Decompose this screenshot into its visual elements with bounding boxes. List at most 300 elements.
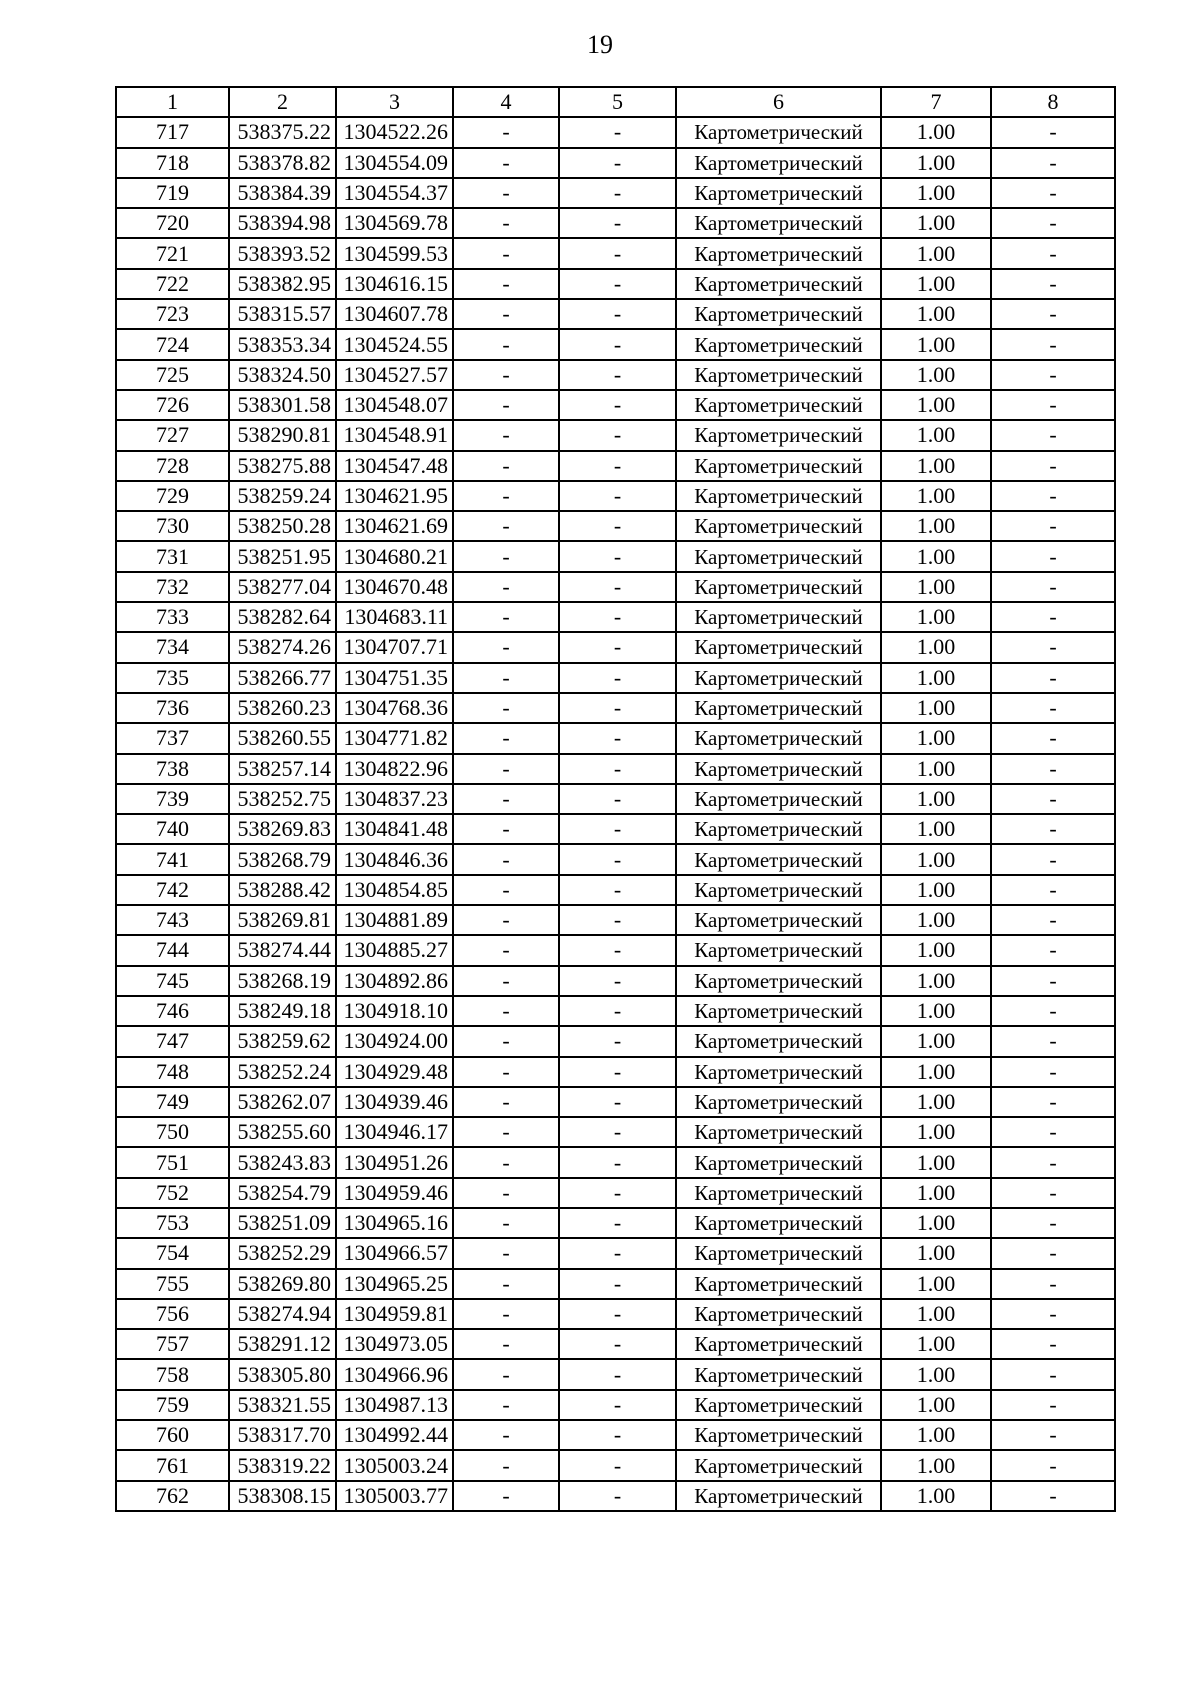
point-number-cell: 731 xyxy=(116,541,229,571)
col8-cell: - xyxy=(991,1329,1115,1359)
col8-cell: - xyxy=(991,1208,1115,1238)
accuracy-cell: 1.00 xyxy=(881,966,991,996)
col4-cell: - xyxy=(453,481,559,511)
col5-cell: - xyxy=(559,966,676,996)
method-cell: Картометрический xyxy=(676,208,881,238)
method-cell: Картометрический xyxy=(676,1269,881,1299)
table-row xyxy=(116,269,1115,299)
point-number-cell: 719 xyxy=(116,178,229,208)
table-row xyxy=(116,420,1115,450)
col4-cell: - xyxy=(453,784,559,814)
x-coordinate-cell: 538266.77 xyxy=(229,663,336,693)
col8-cell: - xyxy=(991,148,1115,178)
x-coordinate-cell: 538308.15 xyxy=(229,1481,336,1511)
col4-cell: - xyxy=(453,1420,559,1450)
point-number-cell: 735 xyxy=(116,663,229,693)
x-coordinate-cell: 538393.52 xyxy=(229,238,336,268)
col4-cell: - xyxy=(453,269,559,299)
col8-cell: - xyxy=(991,1238,1115,1268)
col8-cell: - xyxy=(991,996,1115,1026)
accuracy-cell: 1.00 xyxy=(881,1390,991,1420)
col8-cell: - xyxy=(991,1147,1115,1177)
table-row xyxy=(116,844,1115,874)
method-cell: Картометрический xyxy=(676,935,881,965)
col4-cell: - xyxy=(453,329,559,359)
table-row xyxy=(116,905,1115,935)
method-cell: Картометрический xyxy=(676,1087,881,1117)
accuracy-cell: 1.00 xyxy=(881,572,991,602)
table-row xyxy=(116,1178,1115,1208)
point-number-cell: 761 xyxy=(116,1450,229,1480)
y-coordinate-cell: 1304959.46 xyxy=(336,1178,453,1208)
col4-cell: - xyxy=(453,905,559,935)
x-coordinate-cell: 538269.83 xyxy=(229,814,336,844)
accuracy-cell: 1.00 xyxy=(881,299,991,329)
point-number-cell: 723 xyxy=(116,299,229,329)
method-cell: Картометрический xyxy=(676,1147,881,1177)
col5-cell: - xyxy=(559,602,676,632)
y-coordinate-cell: 1304670.48 xyxy=(336,572,453,602)
x-coordinate-cell: 538378.82 xyxy=(229,148,336,178)
header-cell: 6 xyxy=(676,87,881,117)
col4-cell: - xyxy=(453,1299,559,1329)
x-coordinate-cell: 538394.98 xyxy=(229,208,336,238)
header-cell: 4 xyxy=(453,87,559,117)
col4-cell: - xyxy=(453,966,559,996)
table-row xyxy=(116,663,1115,693)
col5-cell: - xyxy=(559,1450,676,1480)
accuracy-cell: 1.00 xyxy=(881,935,991,965)
coordinates-table xyxy=(115,86,1116,1512)
y-coordinate-cell: 1304924.00 xyxy=(336,1026,453,1056)
col4-cell: - xyxy=(453,390,559,420)
table-row xyxy=(116,1269,1115,1299)
col8-cell: - xyxy=(991,511,1115,541)
point-number-cell: 753 xyxy=(116,1208,229,1238)
col4-cell: - xyxy=(453,1481,559,1511)
table-body xyxy=(116,117,1115,1511)
point-number-cell: 742 xyxy=(116,875,229,905)
col8-cell: - xyxy=(991,1450,1115,1480)
point-number-cell: 717 xyxy=(116,117,229,147)
x-coordinate-cell: 538251.95 xyxy=(229,541,336,571)
table-row xyxy=(116,329,1115,359)
x-coordinate-cell: 538252.75 xyxy=(229,784,336,814)
x-coordinate-cell: 538252.24 xyxy=(229,1057,336,1087)
x-coordinate-cell: 538274.44 xyxy=(229,935,336,965)
x-coordinate-cell: 538321.55 xyxy=(229,1390,336,1420)
y-coordinate-cell: 1304966.96 xyxy=(336,1359,453,1389)
x-coordinate-cell: 538274.94 xyxy=(229,1299,336,1329)
x-coordinate-cell: 538324.50 xyxy=(229,360,336,390)
accuracy-cell: 1.00 xyxy=(881,1178,991,1208)
col4-cell: - xyxy=(453,754,559,784)
col8-cell: - xyxy=(991,1420,1115,1450)
table-row xyxy=(116,1026,1115,1056)
table-row xyxy=(116,1450,1115,1480)
y-coordinate-cell: 1304683.11 xyxy=(336,602,453,632)
x-coordinate-cell: 538353.34 xyxy=(229,329,336,359)
y-coordinate-cell: 1304837.23 xyxy=(336,784,453,814)
col5-cell: - xyxy=(559,572,676,602)
method-cell: Картометрический xyxy=(676,754,881,784)
table-row xyxy=(116,1087,1115,1117)
accuracy-cell: 1.00 xyxy=(881,814,991,844)
point-number-cell: 721 xyxy=(116,238,229,268)
x-coordinate-cell: 538260.55 xyxy=(229,723,336,753)
col8-cell: - xyxy=(991,1026,1115,1056)
accuracy-cell: 1.00 xyxy=(881,754,991,784)
col4-cell: - xyxy=(453,844,559,874)
table-row xyxy=(116,1117,1115,1147)
x-coordinate-cell: 538252.29 xyxy=(229,1238,336,1268)
y-coordinate-cell: 1304987.13 xyxy=(336,1390,453,1420)
y-coordinate-cell: 1304548.91 xyxy=(336,420,453,450)
col5-cell: - xyxy=(559,935,676,965)
point-number-cell: 760 xyxy=(116,1420,229,1450)
header-cell: 2 xyxy=(229,87,336,117)
accuracy-cell: 1.00 xyxy=(881,208,991,238)
method-cell: Картометрический xyxy=(676,1208,881,1238)
point-number-cell: 739 xyxy=(116,784,229,814)
method-cell: Картометрический xyxy=(676,299,881,329)
table-row xyxy=(116,966,1115,996)
col4-cell: - xyxy=(453,1359,559,1389)
col5-cell: - xyxy=(559,844,676,874)
point-number-cell: 746 xyxy=(116,996,229,1026)
col8-cell: - xyxy=(991,1117,1115,1147)
point-number-cell: 727 xyxy=(116,420,229,450)
y-coordinate-cell: 1304918.10 xyxy=(336,996,453,1026)
method-cell: Картометрический xyxy=(676,905,881,935)
table-row xyxy=(116,814,1115,844)
table-row xyxy=(116,451,1115,481)
point-number-cell: 752 xyxy=(116,1178,229,1208)
x-coordinate-cell: 538269.81 xyxy=(229,905,336,935)
method-cell: Картометрический xyxy=(676,481,881,511)
y-coordinate-cell: 1305003.77 xyxy=(336,1481,453,1511)
col5-cell: - xyxy=(559,481,676,511)
col8-cell: - xyxy=(991,390,1115,420)
x-coordinate-cell: 538243.83 xyxy=(229,1147,336,1177)
accuracy-cell: 1.00 xyxy=(881,875,991,905)
col4-cell: - xyxy=(453,1087,559,1117)
col5-cell: - xyxy=(559,238,676,268)
table-row xyxy=(116,1208,1115,1238)
col8-cell: - xyxy=(991,1299,1115,1329)
x-coordinate-cell: 538319.22 xyxy=(229,1450,336,1480)
y-coordinate-cell: 1304768.36 xyxy=(336,693,453,723)
y-coordinate-cell: 1304599.53 xyxy=(336,238,453,268)
col8-cell: - xyxy=(991,966,1115,996)
col5-cell: - xyxy=(559,663,676,693)
accuracy-cell: 1.00 xyxy=(881,541,991,571)
col4-cell: - xyxy=(453,148,559,178)
accuracy-cell: 1.00 xyxy=(881,1481,991,1511)
accuracy-cell: 1.00 xyxy=(881,1147,991,1177)
col8-cell: - xyxy=(991,329,1115,359)
method-cell: Картометрический xyxy=(676,1026,881,1056)
table-row xyxy=(116,117,1115,147)
col5-cell: - xyxy=(559,1208,676,1238)
y-coordinate-cell: 1304965.25 xyxy=(336,1269,453,1299)
table-row xyxy=(116,1390,1115,1420)
accuracy-cell: 1.00 xyxy=(881,451,991,481)
y-coordinate-cell: 1304524.55 xyxy=(336,329,453,359)
table-row xyxy=(116,754,1115,784)
accuracy-cell: 1.00 xyxy=(881,329,991,359)
col4-cell: - xyxy=(453,238,559,268)
header-cell: 1 xyxy=(116,87,229,117)
x-coordinate-cell: 538384.39 xyxy=(229,178,336,208)
accuracy-cell: 1.00 xyxy=(881,390,991,420)
table-row xyxy=(116,632,1115,662)
accuracy-cell: 1.00 xyxy=(881,1208,991,1238)
point-number-cell: 749 xyxy=(116,1087,229,1117)
col4-cell: - xyxy=(453,1147,559,1177)
table-row xyxy=(116,996,1115,1026)
x-coordinate-cell: 538251.09 xyxy=(229,1208,336,1238)
method-cell: Картометрический xyxy=(676,996,881,1026)
accuracy-cell: 1.00 xyxy=(881,1420,991,1450)
col8-cell: - xyxy=(991,481,1115,511)
col5-cell: - xyxy=(559,1178,676,1208)
y-coordinate-cell: 1304973.05 xyxy=(336,1329,453,1359)
accuracy-cell: 1.00 xyxy=(881,511,991,541)
x-coordinate-cell: 538301.58 xyxy=(229,390,336,420)
accuracy-cell: 1.00 xyxy=(881,1359,991,1389)
accuracy-cell: 1.00 xyxy=(881,602,991,632)
col8-cell: - xyxy=(991,723,1115,753)
accuracy-cell: 1.00 xyxy=(881,1026,991,1056)
x-coordinate-cell: 538317.70 xyxy=(229,1420,336,1450)
point-number-cell: 745 xyxy=(116,966,229,996)
x-coordinate-cell: 538255.60 xyxy=(229,1117,336,1147)
accuracy-cell: 1.00 xyxy=(881,117,991,147)
point-number-cell: 756 xyxy=(116,1299,229,1329)
x-coordinate-cell: 538277.04 xyxy=(229,572,336,602)
table-row xyxy=(116,238,1115,268)
col8-cell: - xyxy=(991,208,1115,238)
col5-cell: - xyxy=(559,269,676,299)
col5-cell: - xyxy=(559,905,676,935)
point-number-cell: 728 xyxy=(116,451,229,481)
table-row xyxy=(116,1299,1115,1329)
y-coordinate-cell: 1304707.71 xyxy=(336,632,453,662)
y-coordinate-cell: 1304965.16 xyxy=(336,1208,453,1238)
method-cell: Картометрический xyxy=(676,1329,881,1359)
table-row xyxy=(116,481,1115,511)
accuracy-cell: 1.00 xyxy=(881,693,991,723)
header-cell: 3 xyxy=(336,87,453,117)
y-coordinate-cell: 1304616.15 xyxy=(336,269,453,299)
col5-cell: - xyxy=(559,814,676,844)
col4-cell: - xyxy=(453,1238,559,1268)
col4-cell: - xyxy=(453,1269,559,1299)
col4-cell: - xyxy=(453,451,559,481)
accuracy-cell: 1.00 xyxy=(881,1117,991,1147)
col4-cell: - xyxy=(453,1390,559,1420)
table-row xyxy=(116,1147,1115,1177)
y-coordinate-cell: 1304607.78 xyxy=(336,299,453,329)
point-number-cell: 748 xyxy=(116,1057,229,1087)
col8-cell: - xyxy=(991,844,1115,874)
col4-cell: - xyxy=(453,1450,559,1480)
col4-cell: - xyxy=(453,814,559,844)
method-cell: Картометрический xyxy=(676,117,881,147)
method-cell: Картометрический xyxy=(676,814,881,844)
accuracy-cell: 1.00 xyxy=(881,663,991,693)
method-cell: Картометрический xyxy=(676,1117,881,1147)
col5-cell: - xyxy=(559,420,676,450)
col5-cell: - xyxy=(559,148,676,178)
col8-cell: - xyxy=(991,754,1115,784)
point-number-cell: 725 xyxy=(116,360,229,390)
col8-cell: - xyxy=(991,1390,1115,1420)
method-cell: Картометрический xyxy=(676,360,881,390)
method-cell: Картометрический xyxy=(676,1057,881,1087)
method-cell: Картометрический xyxy=(676,269,881,299)
y-coordinate-cell: 1304771.82 xyxy=(336,723,453,753)
col8-cell: - xyxy=(991,178,1115,208)
table-row xyxy=(116,541,1115,571)
y-coordinate-cell: 1304621.69 xyxy=(336,511,453,541)
col5-cell: - xyxy=(559,1147,676,1177)
method-cell: Картометрический xyxy=(676,541,881,571)
method-cell: Картометрический xyxy=(676,1390,881,1420)
point-number-cell: 755 xyxy=(116,1269,229,1299)
col4-cell: - xyxy=(453,572,559,602)
col5-cell: - xyxy=(559,996,676,1026)
col4-cell: - xyxy=(453,935,559,965)
method-cell: Картометрический xyxy=(676,178,881,208)
col8-cell: - xyxy=(991,632,1115,662)
col5-cell: - xyxy=(559,1420,676,1450)
x-coordinate-cell: 538382.95 xyxy=(229,269,336,299)
y-coordinate-cell: 1304881.89 xyxy=(336,905,453,935)
x-coordinate-cell: 538282.64 xyxy=(229,602,336,632)
method-cell: Картометрический xyxy=(676,329,881,359)
col5-cell: - xyxy=(559,1359,676,1389)
y-coordinate-cell: 1304854.85 xyxy=(336,875,453,905)
y-coordinate-cell: 1304554.37 xyxy=(336,178,453,208)
method-cell: Картометрический xyxy=(676,1481,881,1511)
method-cell: Картометрический xyxy=(676,1359,881,1389)
method-cell: Картометрический xyxy=(676,1299,881,1329)
col8-cell: - xyxy=(991,299,1115,329)
col4-cell: - xyxy=(453,299,559,329)
y-coordinate-cell: 1304548.07 xyxy=(336,390,453,420)
table-row xyxy=(116,784,1115,814)
accuracy-cell: 1.00 xyxy=(881,632,991,662)
col4-cell: - xyxy=(453,178,559,208)
col5-cell: - xyxy=(559,329,676,359)
x-coordinate-cell: 538288.42 xyxy=(229,875,336,905)
col8-cell: - xyxy=(991,1087,1115,1117)
x-coordinate-cell: 538268.79 xyxy=(229,844,336,874)
x-coordinate-cell: 538262.07 xyxy=(229,1087,336,1117)
col4-cell: - xyxy=(453,420,559,450)
method-cell: Картометрический xyxy=(676,511,881,541)
x-coordinate-cell: 538315.57 xyxy=(229,299,336,329)
col4-cell: - xyxy=(453,632,559,662)
col8-cell: - xyxy=(991,814,1115,844)
x-coordinate-cell: 538305.80 xyxy=(229,1359,336,1389)
accuracy-cell: 1.00 xyxy=(881,481,991,511)
accuracy-cell: 1.00 xyxy=(881,1450,991,1480)
table-row xyxy=(116,572,1115,602)
point-number-cell: 757 xyxy=(116,1329,229,1359)
y-coordinate-cell: 1304554.09 xyxy=(336,148,453,178)
table-row xyxy=(116,1481,1115,1511)
point-number-cell: 726 xyxy=(116,390,229,420)
col5-cell: - xyxy=(559,178,676,208)
point-number-cell: 751 xyxy=(116,1147,229,1177)
y-coordinate-cell: 1304966.57 xyxy=(336,1238,453,1268)
col4-cell: - xyxy=(453,602,559,632)
method-cell: Картометрический xyxy=(676,1450,881,1480)
accuracy-cell: 1.00 xyxy=(881,1057,991,1087)
col8-cell: - xyxy=(991,875,1115,905)
method-cell: Картометрический xyxy=(676,693,881,723)
y-coordinate-cell: 1304522.26 xyxy=(336,117,453,147)
accuracy-cell: 1.00 xyxy=(881,996,991,1026)
x-coordinate-cell: 538274.26 xyxy=(229,632,336,662)
table-row xyxy=(116,693,1115,723)
col4-cell: - xyxy=(453,117,559,147)
col5-cell: - xyxy=(559,784,676,814)
y-coordinate-cell: 1304946.17 xyxy=(336,1117,453,1147)
x-coordinate-cell: 538275.88 xyxy=(229,451,336,481)
col5-cell: - xyxy=(559,1329,676,1359)
col8-cell: - xyxy=(991,238,1115,268)
col4-cell: - xyxy=(453,511,559,541)
accuracy-cell: 1.00 xyxy=(881,269,991,299)
method-cell: Картометрический xyxy=(676,844,881,874)
col4-cell: - xyxy=(453,1057,559,1087)
col4-cell: - xyxy=(453,1026,559,1056)
accuracy-cell: 1.00 xyxy=(881,1329,991,1359)
accuracy-cell: 1.00 xyxy=(881,1269,991,1299)
accuracy-cell: 1.00 xyxy=(881,784,991,814)
col8-cell: - xyxy=(991,420,1115,450)
x-coordinate-cell: 538259.24 xyxy=(229,481,336,511)
point-number-cell: 732 xyxy=(116,572,229,602)
point-number-cell: 741 xyxy=(116,844,229,874)
col5-cell: - xyxy=(559,208,676,238)
col5-cell: - xyxy=(559,451,676,481)
method-cell: Картометрический xyxy=(676,632,881,662)
col8-cell: - xyxy=(991,602,1115,632)
y-coordinate-cell: 1304951.26 xyxy=(336,1147,453,1177)
x-coordinate-cell: 538260.23 xyxy=(229,693,336,723)
accuracy-cell: 1.00 xyxy=(881,360,991,390)
col4-cell: - xyxy=(453,996,559,1026)
x-coordinate-cell: 538254.79 xyxy=(229,1178,336,1208)
col5-cell: - xyxy=(559,390,676,420)
x-coordinate-cell: 538291.12 xyxy=(229,1329,336,1359)
col5-cell: - xyxy=(559,754,676,784)
method-cell: Картометрический xyxy=(676,420,881,450)
col8-cell: - xyxy=(991,1269,1115,1299)
accuracy-cell: 1.00 xyxy=(881,178,991,208)
point-number-cell: 758 xyxy=(116,1359,229,1389)
col5-cell: - xyxy=(559,541,676,571)
table-row xyxy=(116,299,1115,329)
y-coordinate-cell: 1304929.48 xyxy=(336,1057,453,1087)
method-cell: Картометрический xyxy=(676,148,881,178)
table-row xyxy=(116,208,1115,238)
